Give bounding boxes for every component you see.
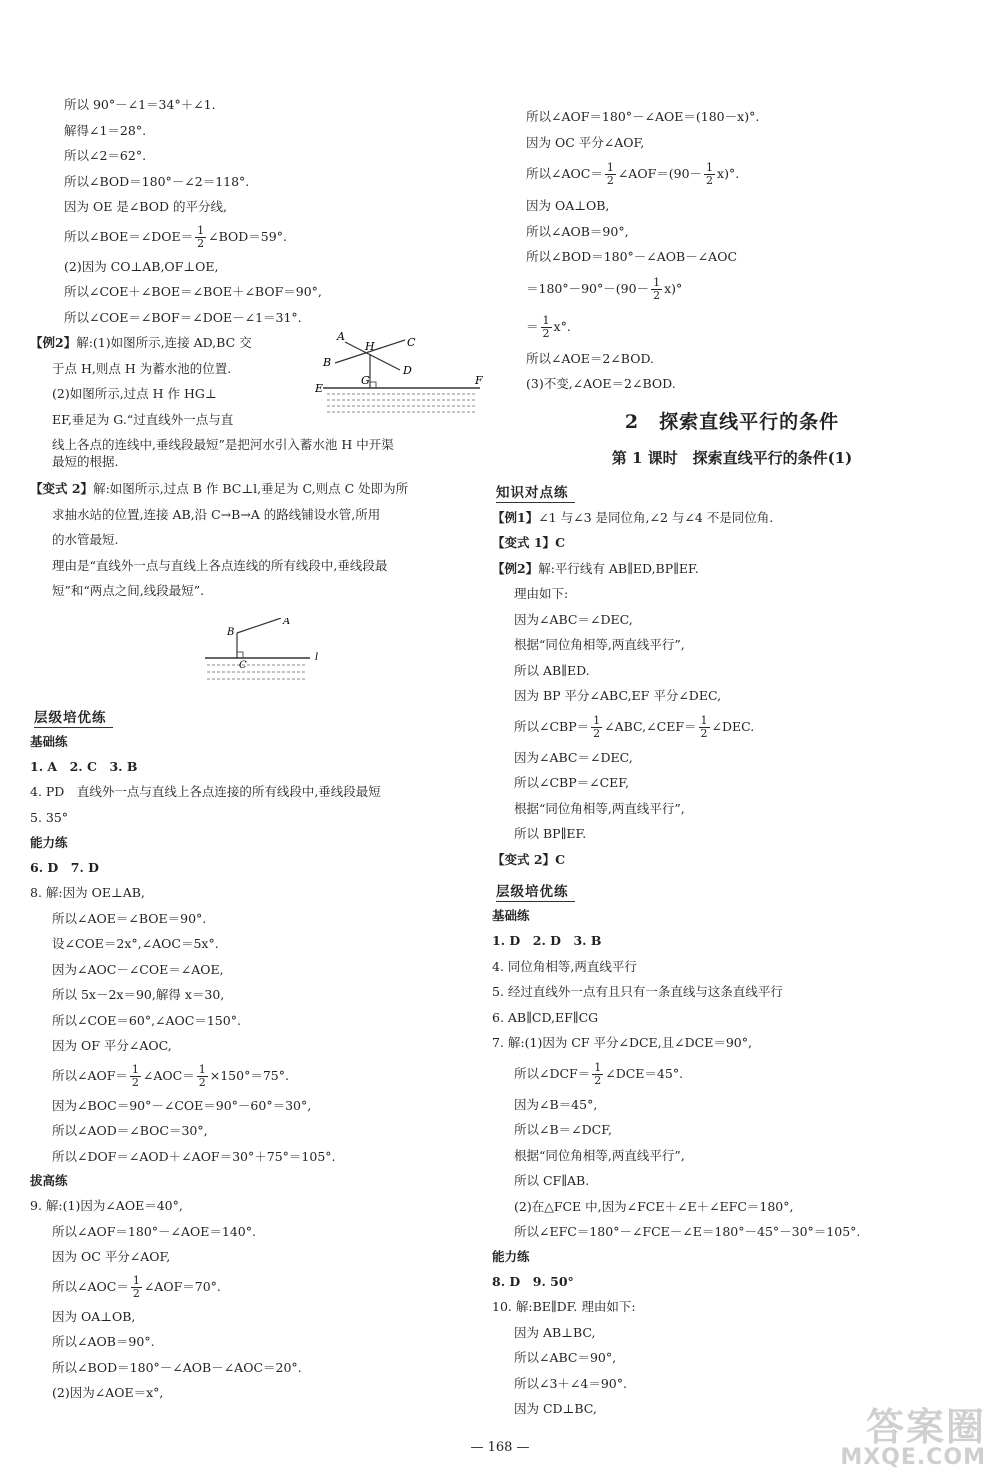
text-line: 线上各点的连线中,垂线段最短”是把河水引入蓄水池 H 中开渠: [52, 437, 394, 452]
text-line: (2)在△FCE 中,因为∠FCE＋∠E＋∠EFC＝180°,: [514, 1198, 794, 1214]
text: x°.: [553, 318, 571, 334]
text-line: 所以∠AOE＝2∠BOD.: [526, 350, 655, 366]
text: 所以∠CBP＝: [514, 718, 590, 734]
subsection-heading: 能力练: [492, 1248, 530, 1264]
text-line: 所以∠BOD＝180°－∠AOB－∠AOC: [526, 249, 738, 264]
text-line: 因为 OF 平分∠AOC,: [52, 1038, 172, 1053]
fraction: [704, 162, 715, 187]
text: ＝180°－90°－: [526, 280, 616, 296]
subsection-heading: 拔高练: [30, 1173, 68, 1188]
denominator: 2: [131, 1075, 139, 1089]
text-line: 于点 H,则点 H 为蓄水池的位置.: [52, 360, 232, 376]
label-c: C: [407, 336, 416, 349]
text-line: 所以∠EFC＝180°－∠FCE－∠E＝180°－45°－30°＝105°.: [514, 1224, 861, 1239]
pumping-station-diagram: [195, 618, 335, 698]
answer-line: [492, 556, 972, 582]
numerator: 1: [131, 1062, 139, 1076]
text: 所以∠AOC＝: [526, 166, 603, 181]
text-line: [30, 220, 460, 254]
answer-line: 5. 35°: [30, 810, 69, 825]
right-angle-mark: [237, 652, 243, 658]
text: C: [555, 851, 566, 867]
text-line: [492, 270, 972, 308]
answer-line: [492, 505, 972, 531]
denominator: 2: [542, 326, 550, 340]
denominator: 2: [593, 726, 601, 740]
text-line: (2)如图所示,过点 H 作 HG⊥: [52, 386, 217, 401]
text: 所以∠AOF＝: [52, 1067, 128, 1083]
answer-line: 10. 解:BE∥DF. 理由如下:: [492, 1299, 636, 1314]
text-line: [492, 709, 972, 745]
text-line: 根据“同位角相等,两直线平行”,: [514, 1147, 685, 1163]
subsection-heading: 基础练: [30, 733, 68, 749]
label-f: F: [475, 374, 483, 387]
text-line: 所以∠AOB＝90°.: [52, 1334, 155, 1349]
fraction: [651, 277, 662, 302]
text: ＝: [526, 318, 539, 334]
text-line: 所以∠BOD＝180°－∠AOB－∠AOC＝20°.: [52, 1359, 302, 1375]
text-line: 所以∠BOD＝180°－∠2＝118°.: [64, 173, 250, 189]
text-line: 所以∠AOF＝180°－∠AOE＝140°.: [52, 1223, 256, 1239]
answer-line: [492, 530, 972, 556]
answer-line: 4. PD 直线外一点与直线上各点连接的所有线段中,垂线段最短: [30, 784, 381, 799]
fraction: [197, 1064, 208, 1089]
numerator: 1: [542, 313, 550, 327]
text: 所以∠BOE＝∠DOE＝: [64, 228, 194, 244]
subsection-heading: 基础练: [492, 908, 530, 923]
example-tag: 【例1】: [492, 509, 539, 525]
text: 解:平行线有 AB∥ED,BP∥EF.: [538, 560, 699, 576]
label-b: B: [323, 356, 332, 369]
text: ∠DEC.: [711, 718, 755, 734]
text-line: 因为∠ABC＝∠DEC,: [514, 611, 633, 627]
text-line: 所以∠ABC＝90°,: [514, 1350, 617, 1365]
right-angle-mark: [370, 382, 376, 388]
text: (90－: [668, 166, 703, 181]
denominator: 2: [594, 1073, 602, 1087]
answer-line: 1. A 2. C 3. B: [30, 758, 138, 774]
text-line: 所以 AB∥ED.: [514, 662, 590, 678]
label-g: G: [361, 374, 370, 387]
text-line: 所以∠2＝62°.: [64, 148, 147, 163]
answer-line: 5. 经过直线外一点有且只有一条直线与这条直线平行: [492, 984, 783, 999]
denominator: 2: [706, 174, 714, 187]
text-line: 所以∠CBP＝∠CEF,: [514, 775, 629, 790]
numerator: 1: [593, 713, 601, 727]
text-line: (2)因为 CO⊥AB,OF⊥OE,: [64, 258, 219, 274]
text-line: 根据“同位角相等,两直线平行”,: [514, 800, 685, 816]
fraction: [699, 715, 710, 740]
label-e: E: [315, 382, 324, 395]
text: (90－: [615, 280, 650, 296]
text-line: 因为 OA⊥OB,: [526, 198, 610, 213]
text-line: [30, 476, 460, 502]
denominator: 2: [653, 288, 661, 302]
text-line: 所以∠DOF＝∠AOD＋∠AOF＝30°＋75°＝105°.: [52, 1148, 336, 1164]
text: C: [555, 535, 566, 550]
text-line: 理由如下:: [514, 586, 569, 601]
text-line: [492, 1056, 972, 1092]
example-2-block: [30, 330, 483, 470]
denominator: 2: [132, 1286, 140, 1300]
text: x)°.: [717, 166, 740, 181]
text-line: 因为∠B＝45°,: [514, 1096, 598, 1112]
fraction: [592, 1062, 603, 1087]
text-line: 所以∠COE＋∠BOE＝∠BOE＋∠BOF＝90°,: [64, 284, 322, 299]
text-line: 所以∠COE＝60°,∠AOC＝150°.: [52, 1012, 241, 1028]
text: ∠1 与∠3 是同位角,∠2 与∠4 不是同位角.: [538, 509, 774, 525]
lesson-title: 第 1 课时 探索直线平行的条件(1): [611, 448, 853, 467]
text-line: 所以∠AOE＝∠BOE＝90°.: [52, 910, 207, 926]
text-line: 因为∠ABC＝∠DEC,: [514, 749, 633, 765]
answer-line: 1. D 2. D 3. B: [492, 933, 602, 948]
fraction: [195, 225, 206, 250]
variant-tag: 【变式 2】: [30, 481, 94, 496]
numerator: 1: [132, 1273, 140, 1287]
label-a: A: [283, 617, 291, 627]
denominator: 2: [197, 236, 205, 250]
text-line: 所以 90°－∠1＝34°＋∠1.: [64, 97, 216, 112]
text-line: (2)因为∠AOE＝x°,: [52, 1385, 164, 1400]
text-line: [492, 155, 972, 193]
left-column: [30, 92, 483, 1406]
answer-line: 7. 解:(1)因为 CF 平分∠DCE,且∠DCE＝90°,: [492, 1035, 752, 1050]
numerator: 1: [700, 713, 708, 727]
answer-line: 4. 同位角相等,两直线平行: [492, 958, 637, 974]
watermark-url: MXQE.COM: [840, 1445, 986, 1470]
text: 所以∠AOC＝: [52, 1278, 129, 1294]
text-line: 理由是“直线外一点与直线上各点连线的所有线段中,垂线段最: [52, 557, 388, 573]
text-line: [30, 1270, 460, 1304]
answer-line: [492, 847, 972, 873]
text: ∠ABC,∠CEF＝: [604, 718, 697, 734]
numerator: 1: [197, 223, 205, 237]
text-line: 因为 OC 平分∠AOF,: [52, 1249, 171, 1264]
text-line: (3)不变,∠AOE＝2∠BOD.: [526, 376, 676, 391]
reservoir-diagram: [315, 330, 485, 425]
text-line: 根据“同位角相等,两直线平行”,: [514, 637, 685, 652]
page-number: — 168 —: [470, 1440, 530, 1455]
text: ×150°＝75°.: [209, 1067, 289, 1083]
text-line: 因为 AB⊥BC,: [514, 1324, 596, 1340]
text-line: EF,垂足为 G.“过直线外一点与直: [52, 411, 234, 427]
subsection-heading: 能力练: [30, 834, 68, 850]
fraction: [131, 1275, 142, 1300]
numerator: 1: [653, 275, 661, 289]
label-h: H: [365, 340, 375, 353]
text: ∠AOF＝70°.: [143, 1278, 221, 1294]
fraction: [591, 715, 602, 740]
section-heading: 层级培优练: [496, 880, 575, 902]
text-line: 所以∠B＝∠DCF,: [514, 1122, 612, 1137]
section-heading: 层级培优练: [34, 706, 113, 728]
label-l: l: [315, 651, 319, 663]
text-line: 因为 OC 平分∠AOF,: [526, 134, 645, 150]
answer-line: 8. 解:因为 OE⊥AB,: [30, 885, 145, 900]
text-line: 因为 CD⊥BC,: [514, 1401, 597, 1416]
watermark-logo: [840, 1396, 986, 1470]
text-line: 所以∠3＋∠4＝90°.: [514, 1375, 627, 1391]
text: 所以∠DCF＝: [514, 1065, 591, 1081]
denominator: 2: [198, 1075, 206, 1089]
text: ∠DCE＝45°.: [605, 1065, 684, 1081]
text-line: [492, 308, 972, 346]
section-heading: 知识对点练: [496, 481, 575, 503]
text-line: 解得∠1＝28°.: [64, 122, 147, 138]
label-b: B: [227, 626, 235, 638]
numerator: 1: [606, 161, 614, 174]
answer-line: 8. D 9. 50°: [492, 1273, 574, 1289]
text-line: 的水管最短.: [52, 532, 119, 547]
denominator: 2: [700, 726, 708, 740]
variant-tag: 【变式 2】: [492, 851, 556, 867]
numerator: 1: [198, 1062, 206, 1076]
label-c: C: [239, 659, 247, 671]
text-line: 所以∠AOD＝∠BOC＝30°,: [52, 1123, 208, 1138]
denominator: 2: [606, 174, 614, 187]
text: 解:如图所示,过点 B 作 BC⊥l,垂足为 C,则点 C 处即为所: [93, 481, 409, 496]
answer-line: 6. D 7. D: [30, 859, 99, 875]
text-line: 短”和“两点之间,线段最短”.: [52, 583, 205, 598]
numerator: 1: [594, 1060, 602, 1074]
text-line: 因为 OA⊥OB,: [52, 1308, 136, 1324]
text: ∠AOC＝: [142, 1067, 195, 1083]
right-column: [492, 104, 972, 1422]
numerator: 1: [706, 161, 714, 174]
label-a: A: [337, 330, 345, 343]
chapter-title: 2 探索直线平行的条件: [624, 410, 840, 433]
text-line: 最短的根据.: [52, 454, 119, 469]
text: ∠BOD＝59°.: [208, 228, 287, 244]
answer-line: 9. 解:(1)因为∠AOE＝40°,: [30, 1198, 183, 1213]
fraction: [541, 315, 552, 340]
fraction: [605, 162, 616, 187]
answer-line: 6. AB∥CD,EF∥CG: [492, 1009, 599, 1025]
text: 解:(1)如图所示,连接 AD,BC 交: [76, 335, 252, 350]
text-line: 所以 5x－2x＝90,解得 x＝30,: [52, 987, 225, 1002]
watermark-text: 答案圈: [865, 1405, 986, 1449]
text-line: 因为∠AOC－∠COE＝∠AOE,: [52, 961, 224, 977]
example-tag: 【例2】: [30, 335, 77, 350]
segment-ab: [237, 618, 281, 633]
label-d: D: [403, 364, 412, 377]
text-line: 因为∠BOC＝90°－∠COE＝90°－60°＝30°,: [52, 1097, 312, 1113]
variant-tag: 【变式 1】: [492, 535, 556, 550]
text-line: 求抽水站的位置,连接 AB,沿 C→B→A 的路线铺设水管,所用: [52, 506, 381, 522]
text: x)°: [664, 280, 683, 296]
text-line: [30, 1059, 460, 1093]
text: ∠AOF＝: [617, 166, 669, 181]
text-line: 所以 BP∥EF.: [514, 826, 587, 841]
text-line: 所以∠COE＝∠BOF＝∠DOE－∠1＝31°.: [64, 309, 302, 325]
text-line: 设∠COE＝2x°,∠AOC＝5x°.: [52, 936, 219, 951]
text-line: 所以∠AOB＝90°,: [526, 223, 629, 239]
text-line: 所以 CF∥AB.: [514, 1173, 590, 1188]
text-line: 所以∠AOF＝180°－∠AOE＝(180－x)°.: [526, 109, 760, 124]
fraction: [130, 1064, 141, 1089]
example-tag: 【例2】: [492, 560, 539, 576]
text-line: 因为 OE 是∠BOD 的平分线,: [64, 199, 227, 214]
text-line: 因为 BP 平分∠ABC,EF 平分∠DEC,: [514, 688, 722, 703]
